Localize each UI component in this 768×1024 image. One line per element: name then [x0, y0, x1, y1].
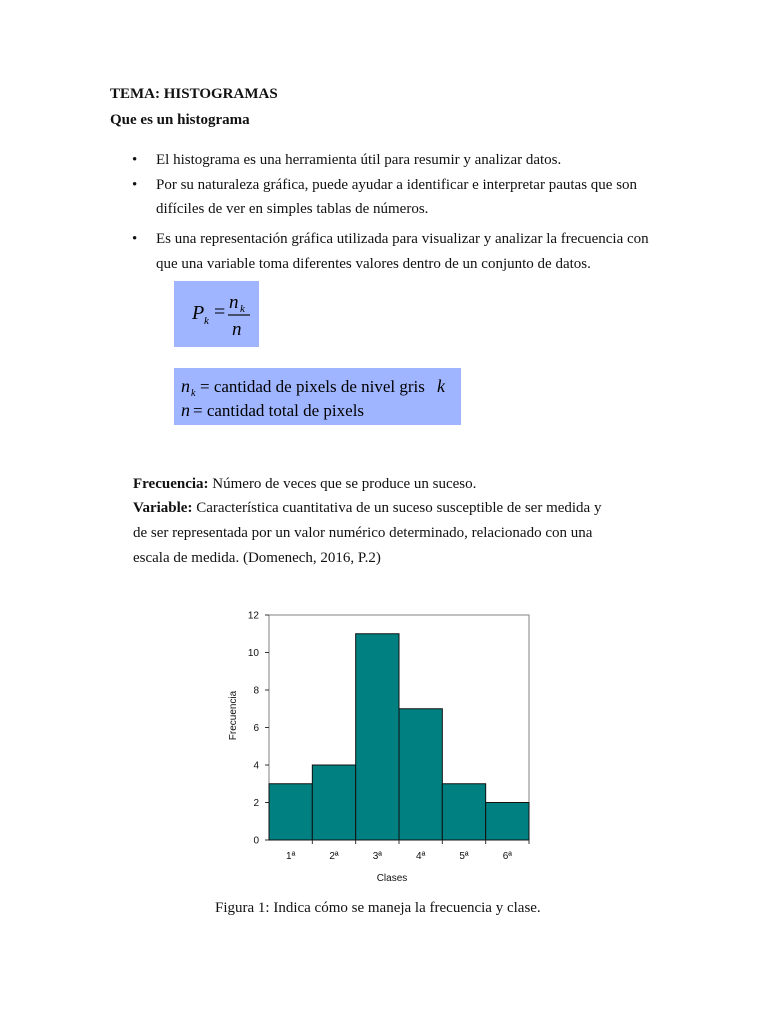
- histogram-bar: [356, 634, 399, 840]
- y-tick-label: 2: [253, 798, 259, 809]
- def-k: k: [437, 376, 445, 396]
- x-tick-label: 3ª: [372, 851, 382, 862]
- formula-graphic: [174, 281, 259, 347]
- formula-box: [174, 281, 259, 347]
- def-var: n: [181, 376, 190, 396]
- frecuencia-label: Frecuencia:: [133, 476, 209, 492]
- histogram-bar: [312, 765, 355, 840]
- bullet-icon: •: [132, 231, 138, 247]
- figure-caption: Figura 1: Indica cómo se maneja la frecuencia y clase.: [215, 900, 541, 916]
- y-tick-label: 12: [247, 610, 259, 622]
- bullet-line: Por su naturaleza gráfica, puede ayudar a identificar e interpretar pautas que son: [156, 177, 638, 193]
- document-title: TEMA: HISTOGRAMAS: [110, 86, 278, 102]
- histogram-bar: [486, 803, 529, 841]
- bullet-line: difíciles de ver en simples tablas de números.: [156, 201, 429, 217]
- frecuencia-definition: [133, 474, 476, 494]
- x-axis-title: Clases: [376, 873, 408, 884]
- formula-lhs: P: [192, 302, 205, 324]
- y-tick-label: 6: [253, 723, 259, 734]
- variable-line: de ser representada por un valor numérico determinado, relacionado con una: [133, 525, 593, 541]
- y-tick-label: 4: [253, 760, 259, 772]
- section-heading: Que es un histograma: [110, 112, 250, 128]
- y-tick-label: 10: [247, 648, 259, 659]
- histogram-chart: [220, 600, 540, 890]
- y-tick-label: 8: [253, 685, 259, 697]
- def-var-sub: k: [191, 388, 196, 399]
- bullet-line: que una variable toma diferentes valores dentro de un conjunto de datos.: [156, 256, 591, 272]
- formula-numerator: n: [229, 292, 239, 313]
- definitions-box: [174, 368, 461, 425]
- y-tick-label: 0: [253, 835, 259, 847]
- formula-lhs-sub: k: [204, 315, 209, 327]
- bullet-line: El histograma es una herramienta útil para resumir y analizar datos.: [156, 152, 562, 168]
- def-text-1: = cantidad de pixels de nivel gris: [200, 377, 430, 396]
- histogram-bar: [442, 784, 485, 840]
- bullet-icon: •: [132, 152, 138, 168]
- histogram-bar: [269, 784, 312, 840]
- formula-denominator: n: [232, 319, 242, 340]
- variable-definition: [133, 498, 601, 518]
- bullet-line: Es una representación gráfica utilizada para visualizar y analizar la frecuencia con: [156, 231, 649, 247]
- x-tick-label: 4ª: [416, 851, 426, 862]
- frecuencia-text: Número de veces que se produce un suceso.: [208, 476, 477, 492]
- definitions-graphic: [174, 368, 461, 425]
- def-var-2: n: [181, 400, 190, 420]
- x-tick-label: 6ª: [502, 851, 512, 862]
- def-text-2: = cantidad total de pixels: [193, 401, 365, 420]
- y-axis-title: Frecuencia: [228, 690, 239, 741]
- x-tick-label: 5ª: [459, 851, 469, 862]
- bullet-icon: •: [132, 177, 138, 193]
- variable-label: Variable:: [133, 500, 193, 516]
- formula-equals: =: [214, 301, 226, 323]
- histogram-bar: [399, 709, 442, 840]
- formula-numerator-sub: k: [240, 303, 245, 315]
- histogram-svg: [220, 600, 540, 890]
- x-tick-label: 1ª: [286, 851, 296, 862]
- variable-text: Característica cuantitativa de un suceso susceptible de ser medida y: [192, 500, 602, 516]
- variable-line: escala de medida. (Domenech, 2016, P.2): [133, 550, 381, 566]
- x-tick-label: 2ª: [329, 851, 339, 862]
